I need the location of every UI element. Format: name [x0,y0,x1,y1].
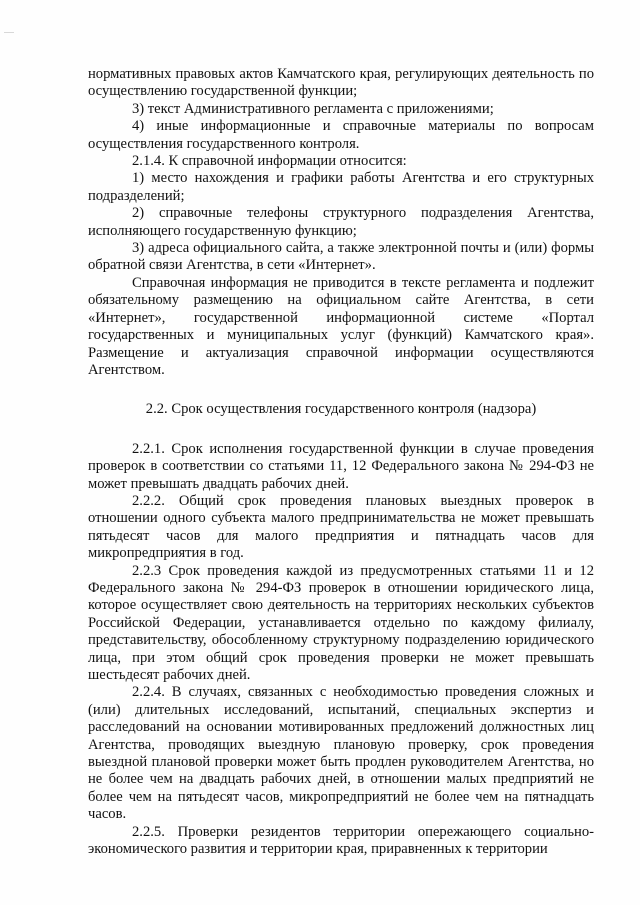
list-item-regulation-text: 3) текст Административного регламента с приложениями; [132,100,494,117]
paragraph-reference-info: Справочная информация не приводится в тексте регламента и подлежит обязательному размещению на официальном сайте Агентства, в сети «Интернет», государственной информационной системе «Портал государственных и муниципальных услуг (функций) Камчатского края». Размещение и актуализация справочной информации осуществляются Агентством. [88,274,594,378]
scan-artifact [4,32,14,33]
paragraph-regulatory-acts: нормативных правовых актов Камчатского края, регулирующих деятельность по осуществлению государственной функции; [88,66,594,100]
clause-2-2-5: 2.2.5. Проверки резидентов территории опережающего социально-экономического развития и территории края, приравненных к территории [88,823,594,858]
document-body [88,66,594,858]
list-item-website-email: 3) адреса официального сайта, а также электронной почты и (или) формы обратной связи Агентства, в сети «Интернет». [88,240,594,274]
clause-2-2-2: 2.2.2. Общий срок проведения плановых выездных проверок в отношении одного субъекта малого предпринимательства не может превышать пятьдесят часов для малого предприятия и пятнадцать часов для микропредприятия в год. [88,492,594,562]
clause-2-2-1: 2.2.1. Срок исполнения государственной функции в случае проведения проверок в соответствии со статьями 11, 12 Федерального закона № 294-ФЗ не может превышать двадцать рабочих дней. [88,440,594,492]
clause-2-1-4: 2.1.4. К справочной информации относится: [132,153,407,170]
section-heading-2-2: 2.2. Срок осуществления государственного контроля (надзора) [145,401,537,418]
list-item-phones: 2) справочные телефоны структурного подразделения Агентства, исполняющего государственную функцию; [88,205,594,239]
clause-2-2-3: 2.2.3 Срок проведения каждой из предусмотренных статьями 11 и 12 Федерального закона № 294-ФЗ проверок в отношении юридического лица, которое осуществляет свою деятельность на территориях нескольких субъектов Российской Федерации, устанавливается отдельно по каждому филиалу, представительству, обособленному структурному подразделению юридического лица, при этом общий срок проведения проверки не может превышать шестьдесят рабочих дней. [88,562,594,683]
clause-2-2-4: 2.2.4. В случаях, связанных с необходимостью проведения сложных и (или) длительных исследований, испытаний, специальных экспертиз и расследований на основании мотивированных предложений должностных лиц Агентства, проводящих выездную плановую проверку, срок проведения выездной плановой проверки может быть продлен руководителем Агентства, но не более чем на двадцать рабочих дней, в отношении малых предприятий не более чем на пятьдесят часов, микропредприятий не более чем на пятнадцать часов. [88,684,594,823]
list-item-location-schedule: 1) место нахождения и графики работы Агентства и его структурных подразделений; [88,170,594,204]
list-item-other-materials: 4) иные информационные и справочные материалы по вопросам осуществления государственного контроля. [88,118,594,152]
